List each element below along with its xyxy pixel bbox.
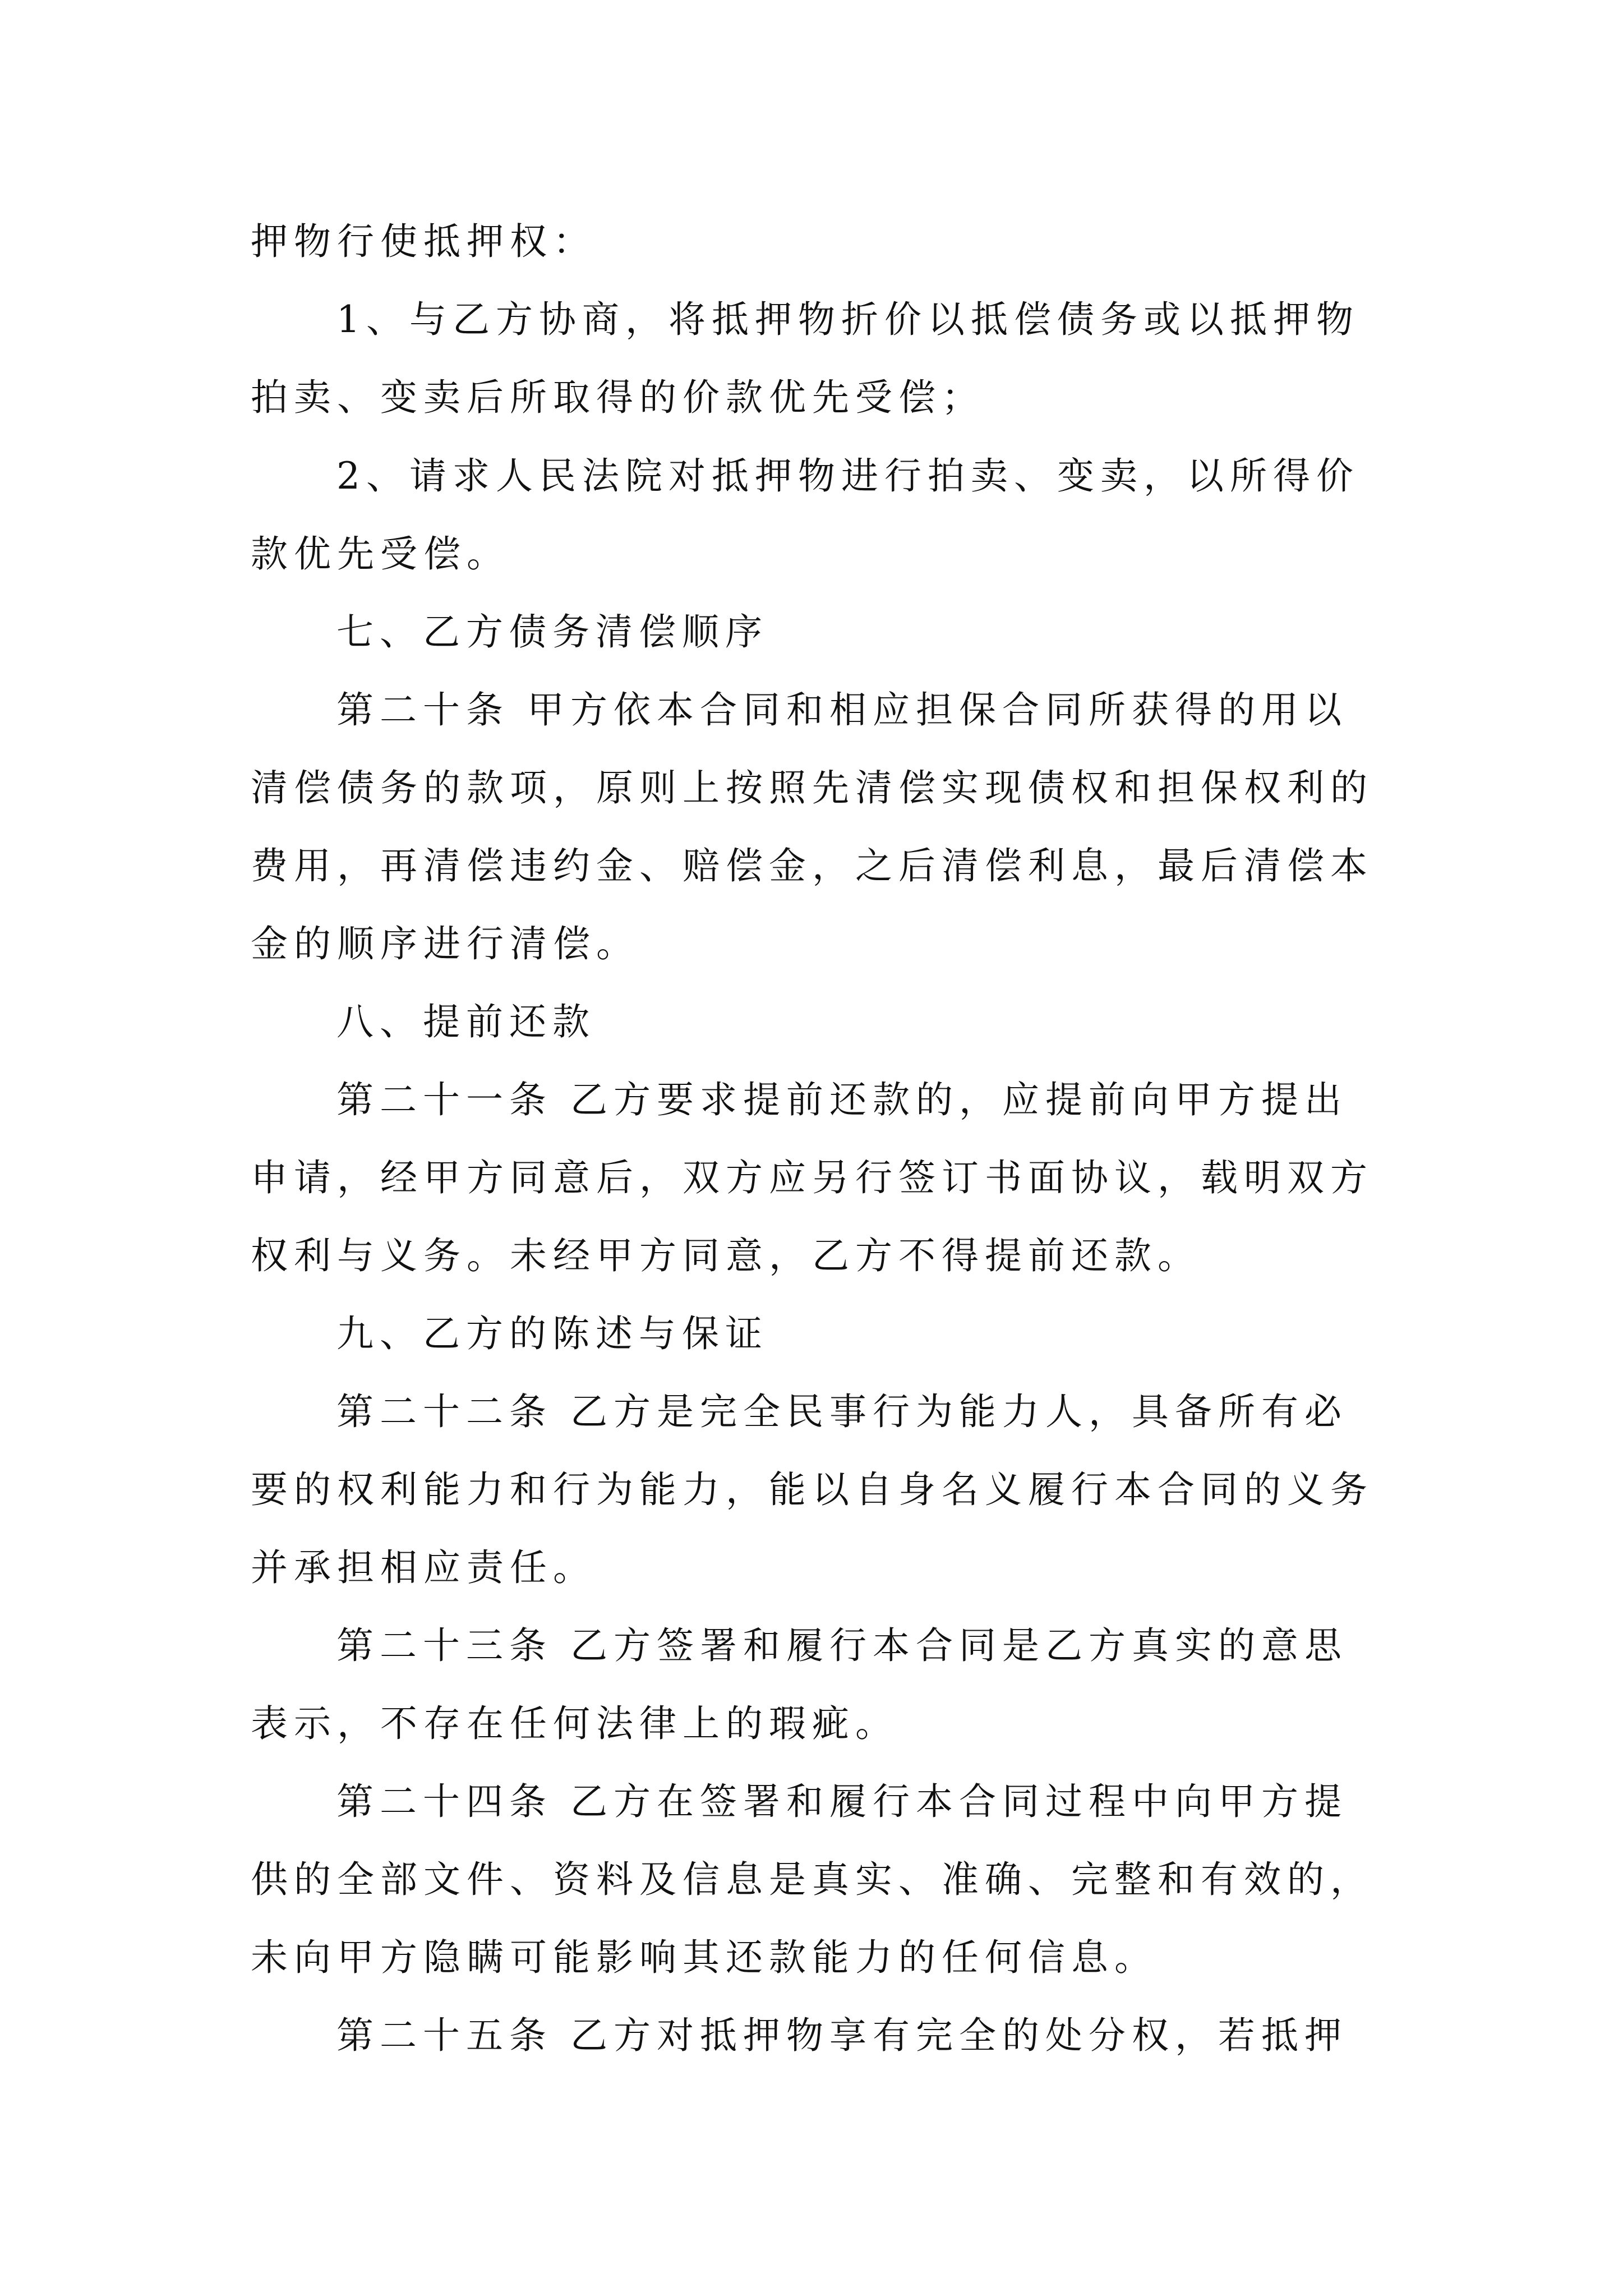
text-line: 金的顺序进行清偿。	[251, 922, 639, 965]
text-line: 未向甲方隐瞒可能影响其还款能力的任何信息。	[251, 1936, 1158, 1979]
text-line: 第二十五条 乙方对抵押物享有完全的处分权，若抵押	[336, 2014, 1348, 2057]
section-heading: 七、乙方债务清偿顺序	[336, 610, 768, 654]
text-line: 2、请求人民法院对抵押物进行拍卖、变卖，以所得价	[336, 454, 1359, 498]
section-heading: 八、提前还款	[336, 1000, 596, 1043]
text-line: 第二十条 甲方依本合同和相应担保合同所获得的用以	[336, 688, 1348, 731]
text-line: 供的全部文件、资料及信息是真实、准确、完整和有效的，	[251, 1858, 1373, 1901]
text-line: 1、与乙方协商，将抵押物折价以抵偿债务或以抵押物	[336, 298, 1359, 341]
section-heading: 九、乙方的陈述与保证	[336, 1312, 768, 1355]
text-line: 第二十三条 乙方签署和履行本合同是乙方真实的意思	[336, 1624, 1348, 1667]
text-line: 申请，经甲方同意后，双方应另行签订书面协议，载明双方	[251, 1156, 1373, 1199]
text-line: 费用，再清偿违约金、赔偿金，之后清偿利息，最后清偿本	[251, 844, 1373, 887]
text-line: 权利与义务。未经甲方同意，乙方不得提前还款。	[251, 1234, 1201, 1277]
text-line: 第二十一条 乙方要求提前还款的，应提前向甲方提出	[336, 1078, 1348, 1121]
text-line: 第二十四条 乙方在签署和履行本合同过程中向甲方提	[336, 1780, 1348, 1823]
text-line: 要的权利能力和行为能力，能以自身名义履行本合同的义务	[251, 1468, 1373, 1511]
text-line: 表示，不存在任何法律上的瑕疵。	[251, 1702, 898, 1745]
text-line: 第二十二条 乙方是完全民事行为能力人，具备所有必	[336, 1390, 1348, 1433]
text-line: 押物行使抵押权：	[251, 220, 596, 263]
text-line: 并承担相应责任。	[251, 1546, 596, 1589]
text-line: 拍卖、变卖后所取得的价款优先受偿；	[251, 376, 985, 419]
text-line: 清偿债务的款项，原则上按照先清偿实现债权和担保权利的	[251, 766, 1373, 809]
text-line: 款优先受偿。	[251, 532, 510, 576]
